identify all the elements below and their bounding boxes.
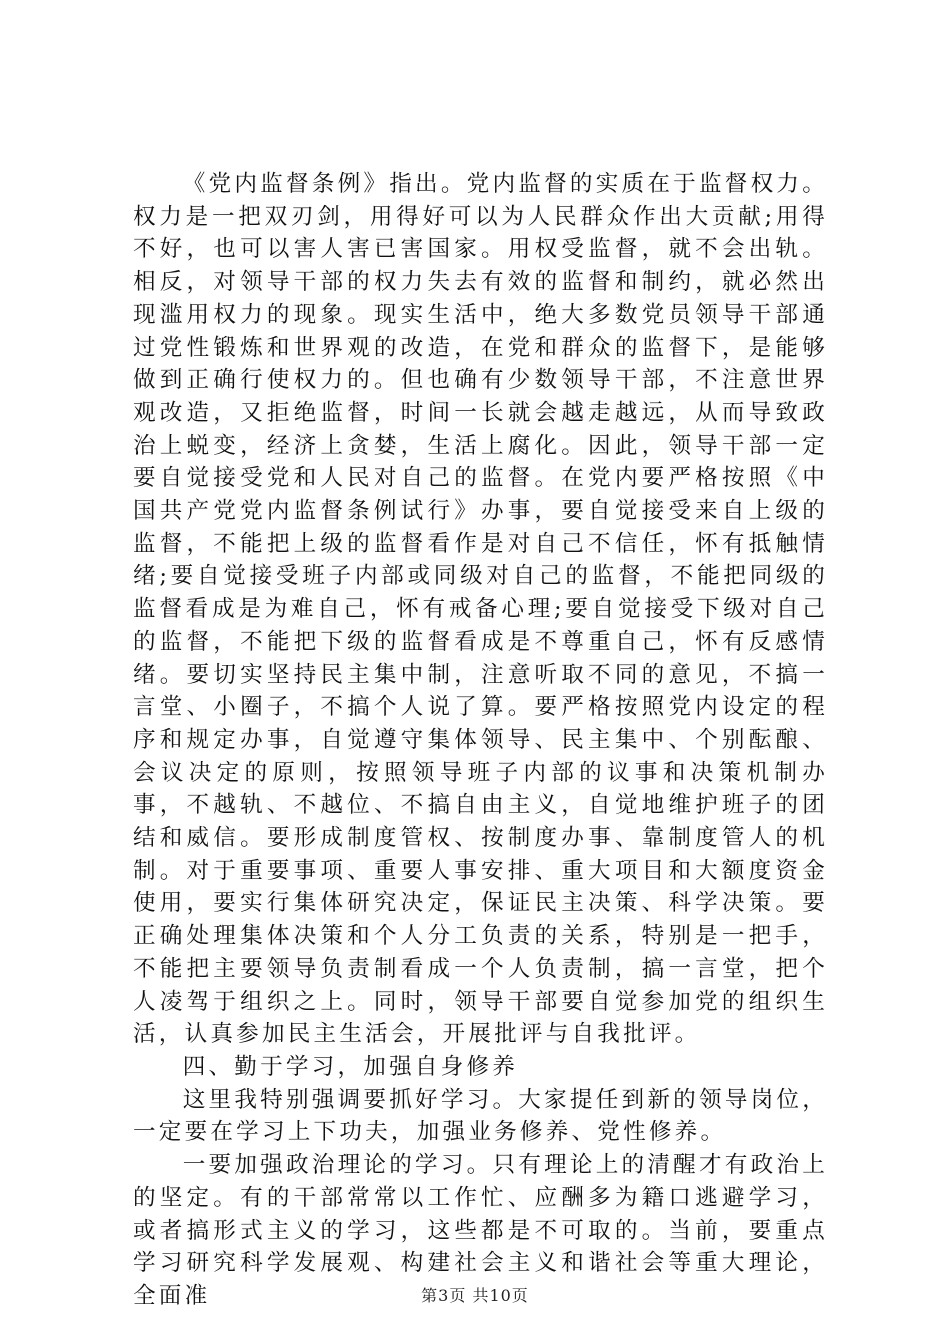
paragraph-study-intro: 这里我特别强调要抓好学习。大家提任到新的领导岗位，一定要在学习上下功夫，加强业务修养、党性修养。 <box>133 1086 828 1146</box>
body-text <box>133 168 828 1313</box>
paragraph-supervision: 《党内监督条例》指出。党内监督的实质在于监督权力。权力是一把双刃剑，用得好可以为人民群众作出大贡献;用得不好，也可以害人害已害国家。用权受监督，就不会出轨。相反，对领导干部的权力失去有效的监督和制约，就必然出现滥用权力的现象。现实生活中，绝大多数党员领导干部通过党性锻炼和世界观的改造，在党和群众的监督下，是能够做到正确行使权力的。但也确有少数领导干部，不注意世界观改造，又拒绝监督，时间一长就会越走越远，从而导致政治上蜕变，经济上贪婪，生活上腐化。因此，领导干部一定要自觉接受党和人民对自己的监督。在党内要严格按照《中国共产党党内监督条例试行》办事，要自觉接受来自上级的监督，不能把上级的监督看作是对自己不信任，怀有抵触情绪;要自觉接受班子内部或同级对自己的监督，不能把同级的监督看成是为难自己，怀有戒备心理;要自觉接受下级对自己的监督，不能把下级的监督看成是不尊重自己，怀有反感情绪。要切实坚持民主集中制，注意听取不同的意见，不搞一言堂、小圈子，不搞个人说了算。要严格按照党内设定的程序和规定办事，自觉遵守集体领导、民主集中、个别酝酿、会议决定的原则，按照领导班子内部的议事和决策机制办事，不越轨、不越位、不搞自由主义，自觉地维护班子的团结和威信。要形成制度管权、按制度办事、靠制度管人的机制。对于重要事项、重要人事安排、重大项目和大额度资金使用，要实行集体研究决定，保证民主决策、科学决策。要正确处理集体决策和个人分工负责的关系，特别是一把手，不能把主要领导负责制看成一个人负责制，搞一言堂，把个人凌驾于组织之上。同时，领导干部要自觉参加党的组织生活，认真参加民主生活会，开展批评与自我批评。 <box>133 171 828 1048</box>
page-number-footer: 第3页 共10页 <box>421 1286 529 1305</box>
section-heading-study: 四、勤于学习，加强自身修养 <box>182 1053 519 1080</box>
paragraph-political-theory: 一要加强政治理论的学习。只有理论上的清醒才有政治上的坚定。有的干部常常以工作忙、应酬多为籍口逃避学习，或者搞形式主义的学习，这些都是不可取的。当前，要重点学习研究科学发展观、构建社会主义和谐社会等重大理论，全面准 <box>133 1152 828 1309</box>
